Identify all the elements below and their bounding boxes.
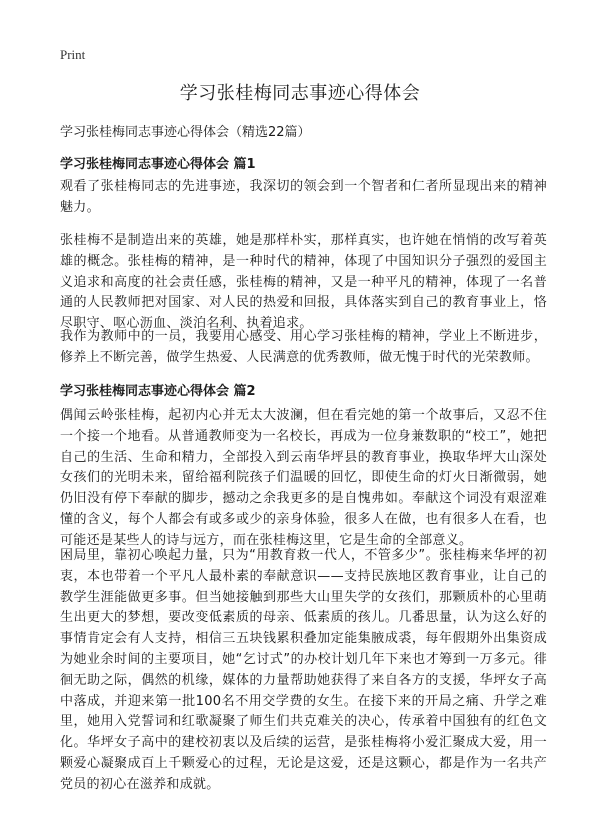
page-title: 学习张桂梅同志事迹心得体会 <box>179 83 421 104</box>
paragraph: 观看了张桂梅同志的先进事迹，我深切的领会到一个智者和仁者所显现出来的精神魅力。 <box>60 179 547 215</box>
document-subtitle: 学习张桂梅同志事迹心得体会（精选22篇） <box>60 125 311 140</box>
print-label: Print <box>60 47 86 62</box>
paragraph: 我作为教师中的一员，我要用心感受、用心学习张桂梅的精神，学业上不断进步，修养上不断完善，做学生热爱、人民满意的优秀教师，做无愧于时代的光荣教师。 <box>60 329 547 365</box>
paragraph: 困局里，靠初心唤起力量，只为“用教育救一代人，不管多少”。张桂梅来华坪的初衷，本也带着一个平凡人最朴素的奉献意识——支持民族地区教育事业，让自己的教学生涯能做更多事。但当她接触到那些大山里失学的女孩们，那颗质朴的心里萌生出更大的梦想，要改变低素质的母亲、低素质的孩儿。几番思量，认为这么好的事情肯定会有人支持，相信三五块钱累积叠加定能集腋成裘，每年假期外出集资成为她业余时间的主要项目，她“乞讨式”的办校计划几年下来也才筹到一万多元。徘徊无助之际，偶然的机缘，媒体的力量帮助她获得了来自各方的支援，华坪女子高中落成，并迎来第一批100名不用交学费的女生。在接下来的开局之痛、升学之难里，她用入党誓词和红歌凝聚了师生们共克难关的决心，传承着中国独有的红色文化。华坪女子高中的建校初衷以及后续的运营，是张桂梅将小爱汇聚成大爱，用一颗爱心凝聚成百上千颗爱心的过程，无论是这爱，还是这颗心，都是作为一名共产党员的初心在滋养和成就。 <box>60 548 547 792</box>
section-heading-2: 学习张桂梅同志事迹心得体会 篇2 <box>60 384 256 399</box>
paragraph: 偶闻云岭张桂梅，起初内心并无太大波澜，但在看完她的第一个故事后，又忍不住一个接一个地看。从普通教师变为一名校长，再成为一位身兼数职的“校工”，她把自己的生活、生命和精力，全部投入到云南华坪县的教育事业，换取华坪大山深处女孩们的光明未来，留给福利院孩子们温暖的回忆，即使生命的灯火日渐微弱，她仍旧没有停下奉献的脚步，撼动之余我更多的是自愧弗如。奉献这个词没有艰涩难懂的含义，每个人都会有或多或少的亲身体验，很多人在做，也有很多人在看，也可能还是某些人的诗与远方，而在张桂梅这里，它是生命的全部意义。 <box>60 408 547 548</box>
section-heading-1: 学习张桂梅同志事迹心得体会 篇1 <box>60 157 256 172</box>
paragraph: 张桂梅不是制造出来的英雄，她是那样朴实，那样真实，也许她在悄悄的改写着英雄的概念。张桂梅的精神，是一种时代的精神，体现了中国知识分子强烈的爱国主义追求和高度的社会责任感，张桂梅的精神，又是一种平凡的精神，体现了一名普通的人民教师把对国家、对人民的热爱和回报，具体落实到自己的教育事业上，恪尽职守、呕心沥血、淡泊名利、执着追求。 <box>60 233 547 332</box>
